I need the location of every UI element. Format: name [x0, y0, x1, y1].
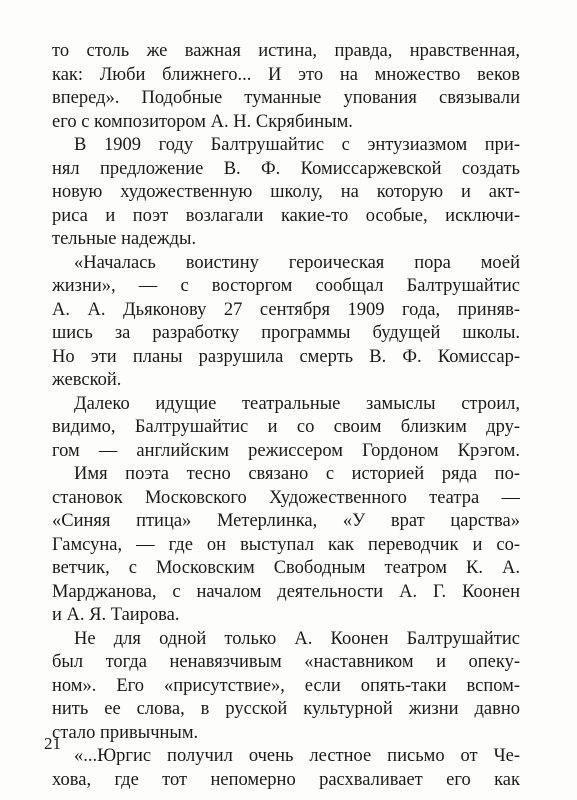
paragraph-first-line: В 1909 году Балтрушайтис с энтузиазмом при- [74, 135, 520, 155]
paragraph-first-line: «Началась воистину героическая пора моей [74, 252, 520, 273]
text-line: нял предложение В. Ф. Комиссаржевской создать [52, 158, 520, 179]
text-line: нить ее слова, в русской культурной жизни давно [52, 699, 520, 719]
text-line: «Синяя птица» Метерлинка, «У врат царства» [52, 511, 520, 531]
text-line: его с композитором А. Н. Скрябиным. [52, 111, 353, 132]
text-line: был тогда ненавязчивым «наставником и опеку- [52, 652, 520, 672]
text-line: то столь же важная истина, правда, нравственная, [52, 41, 520, 61]
text-line: становок Московского Художественного театра — [52, 487, 520, 508]
paragraph-first-line: Далеко идущие театральные замыслы строил, [74, 393, 520, 414]
text-line: гом — английским режиссером Гордоном Крэгом. [52, 440, 520, 461]
text-line: как: Люби ближнего... И это на множество веков [52, 64, 520, 85]
text-line: жевской. [52, 370, 122, 390]
text-line: ном». Его «присутствие», если опять-таки вспом- [52, 675, 520, 696]
page-text [52, 40, 520, 792]
text-line: хова, где тот непомерно расхваливает его как [52, 769, 520, 790]
text-line: риса и поэт возлагали какие-то особые, исключи- [52, 205, 520, 226]
text-line: вперед». Подобные туманные упования связывали [52, 88, 520, 108]
text-line: новую художественную школу, на которую и акт- [52, 182, 520, 202]
text-line: Но эти планы разрушила смерть В. Ф. Комиссар- [52, 346, 520, 367]
paragraph-first-line: Не для одной только А. Коонен Балтрушайтис [74, 628, 520, 649]
page-number: 21 [44, 734, 61, 753]
text-line: ветчик, с Московским Свободным театром К. А. [52, 558, 520, 578]
text-line: жизни», — с восторгом сообщал Балтрушайтис [52, 276, 520, 296]
text-line: стало привычным. [52, 722, 199, 743]
text-line: шись за разработку программы будущей школы. [52, 323, 520, 343]
text-line: и А. Я. Таирова. [52, 605, 180, 625]
paragraph-first-line: «...Юргис получил очень лестное письмо от Че- [74, 746, 520, 766]
text-line: А. А. Дьяконову 27 сентября 1909 года, приняв- [52, 299, 520, 320]
text-line: Гамсуна, — где он выступал как переводчик и со- [52, 534, 520, 555]
text-line: Марджанова, с началом деятельности А. Г. Коонен [52, 581, 520, 602]
text-line: тельные надежды. [52, 229, 197, 249]
text-line: видимо, Балтрушайтис и со своим близким дру- [52, 417, 520, 437]
paragraph-first-line: Имя поэта тесно связано с историей ряда по- [74, 464, 520, 484]
